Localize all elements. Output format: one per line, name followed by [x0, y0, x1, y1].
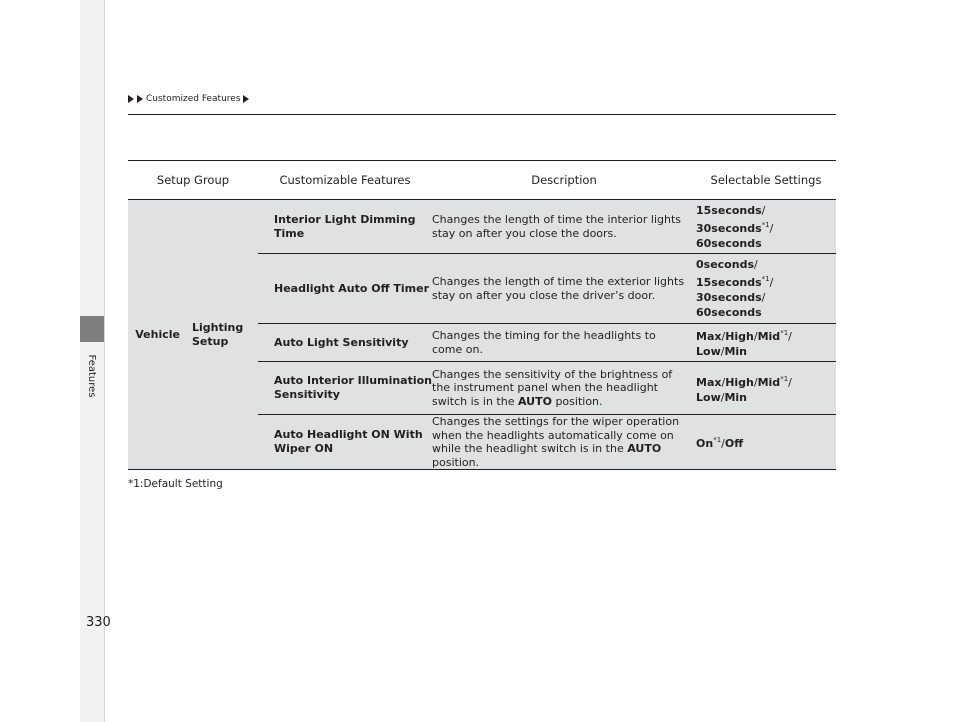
setting-option: 30seconds: [696, 221, 762, 235]
feature-name: Headlight Auto Off Timer: [258, 254, 432, 324]
sidebar-divider: [104, 0, 105, 722]
header-selectable-settings: Selectable Settings: [696, 161, 836, 200]
feature-name: Auto Light Sensitivity: [258, 324, 432, 362]
header-customizable-features: Customizable Features: [258, 161, 432, 200]
feature-description: Changes the settings for the wiper operation when the headlights automatically come on while the headlight switch is in the AUTO position.: [432, 415, 696, 470]
setting-option: 60seconds: [696, 236, 762, 250]
feature-name: Auto Interior Illumination Sensitivity: [258, 362, 432, 415]
setting-option: 30seconds: [696, 291, 762, 304]
feature-description: Changes the sensitivity of the brightness of the instrument panel when the headlight switch is in the AUTO position.: [432, 362, 696, 415]
feature-name: Interior Light Dimming Time: [258, 200, 432, 254]
selectable-settings: On$^{*1}$/Off: [696, 415, 836, 470]
breadcrumb: [128, 94, 250, 104]
group-vehicle: Vehicle: [128, 200, 186, 470]
selectable-settings: Max/High/Mid$^{*1}$/ Low/Min: [696, 362, 836, 415]
feature-description: Changes the length of time the interior lights stay on after you close the doors.: [432, 200, 696, 254]
breadcrumb-arrow-icon: [128, 95, 134, 103]
breadcrumb-arrow-icon: [137, 95, 143, 103]
feature-description: Changes the timing for the headlights to come on.: [432, 324, 696, 362]
breadcrumb-current[interactable]: Customized Features: [146, 94, 241, 104]
feature-name: Auto Headlight ON With Wiper ON: [258, 415, 432, 470]
setting-option: 15seconds: [696, 203, 762, 217]
page-number: 330: [86, 615, 111, 630]
footnote: *1:Default Setting: [128, 478, 223, 490]
sidebar-label: Features: [86, 354, 98, 398]
setting-option: 15seconds: [696, 276, 762, 289]
breadcrumb-arrow-icon: [243, 95, 249, 103]
header-description: Description: [432, 161, 696, 200]
selectable-settings: Max/High/Mid$^{*1}$/ Low/Min: [696, 324, 836, 362]
selectable-settings: 0seconds/ 15seconds$^{*1}$/ 30seconds/ 60seconds: [696, 254, 836, 324]
group-lighting-setup: Lighting Setup: [186, 200, 258, 470]
setting-option: 60seconds: [696, 306, 762, 319]
setting-option: 0seconds: [696, 258, 754, 271]
customization-table: [128, 160, 836, 469]
table-bottom-rule: [128, 469, 836, 470]
section-tab-marker: [80, 316, 104, 342]
feature-description: Changes the length of time the exterior lights stay on after you close the driver’s door.: [432, 254, 696, 324]
header-setup-group: Setup Group: [128, 161, 258, 200]
header-rule: [128, 114, 836, 115]
selectable-settings: 15seconds/ 30seconds$^{*1}$/ 60seconds: [696, 200, 836, 254]
